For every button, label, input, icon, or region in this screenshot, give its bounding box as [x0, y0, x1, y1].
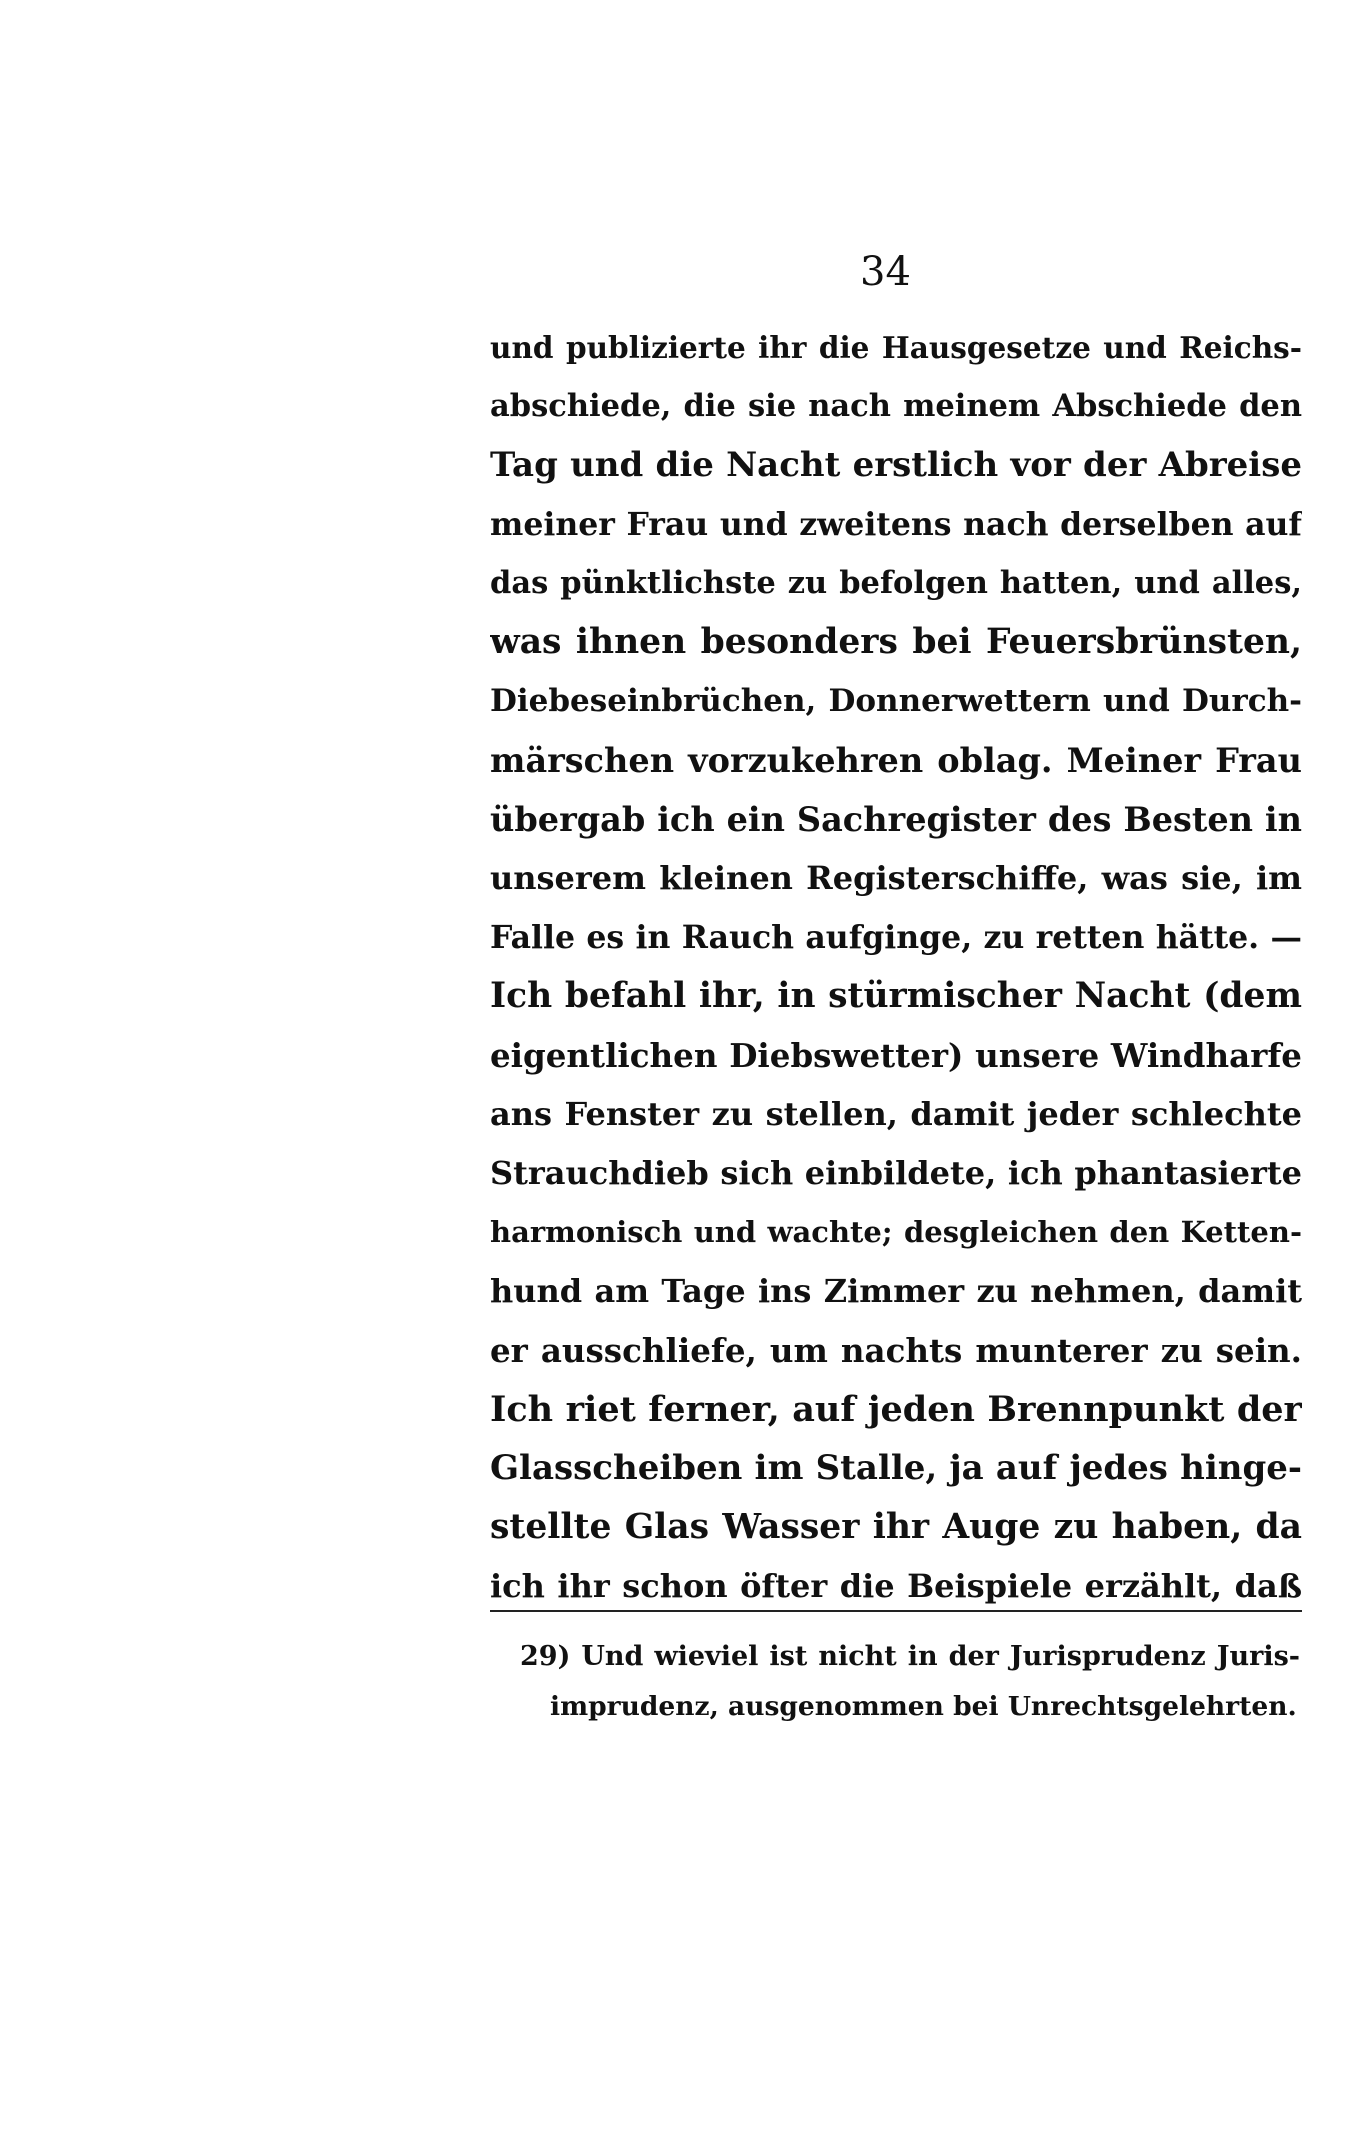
text-line: ich ihr schon öfter die Beispiele erzählt, daß	[490, 1567, 1302, 1605]
footnote-divider	[490, 1610, 1302, 1612]
text-line: das pünktlichste zu befolgen hatten, und alles,	[490, 565, 1302, 601]
text-line: Diebeseinbrüchen, Donnerwettern und Durch-	[490, 683, 1302, 719]
footnote	[520, 1632, 1300, 1732]
page-number: 34	[860, 249, 911, 295]
text-line: übergab ich ein Sachregister des Besten in	[490, 800, 1302, 839]
footnote-line: imprudenz, ausgenommen bei Unrechtsgelehrten.	[550, 1691, 1297, 1722]
text-line: eigentlichen Diebswetter) unsere Windharfe	[490, 1036, 1302, 1075]
text-line: märschen vorzukehren oblag. Meiner Frau	[490, 741, 1302, 780]
body-text	[490, 318, 1302, 1616]
text-line: Ich riet ferner, auf jeden Brennpunkt der	[490, 1389, 1302, 1430]
text-line: Tag und die Nacht erstlich vor der Abreise	[490, 445, 1302, 485]
text-line: hund am Tage ins Zimmer zu nehmen, damit	[490, 1272, 1302, 1310]
text-line: und publizierte ihr die Hausgesetze und Reichs-	[490, 330, 1302, 365]
text-line: Strauchdieb sich einbildete, ich phantasierte	[490, 1154, 1302, 1192]
text-line: harmonisch und wachte; desgleichen den Ketten-	[490, 1215, 1302, 1249]
text-line: abschiede, die sie nach meinem Abschiede den	[490, 388, 1302, 424]
footnote-line: 29) Und wieviel ist nicht in der Jurisprudenz Juris-	[520, 1641, 1300, 1672]
text-line: ans Fenster zu stellen, damit jeder schlechte	[490, 1095, 1302, 1133]
text-line: was ihnen besonders bei Feuersbrünsten,	[490, 622, 1302, 662]
text-line: unserem kleinen Registerschiffe, was sie, im	[490, 859, 1302, 897]
text-line: er ausschliefe, um nachts munterer zu sein.	[490, 1331, 1302, 1370]
text-line: stellte Glas Wasser ihr Auge zu haben, da	[490, 1507, 1302, 1547]
text-line: Ich befahl ihr, in stürmischer Nacht (dem	[490, 976, 1302, 1016]
text-line: Falle es in Rauch aufginge, zu retten hätte. —	[490, 919, 1302, 956]
text-line: Glasscheiben im Stalle, ja auf jedes hinge-	[490, 1448, 1302, 1488]
text-line: meiner Frau und zweitens nach derselben auf	[490, 506, 1302, 543]
